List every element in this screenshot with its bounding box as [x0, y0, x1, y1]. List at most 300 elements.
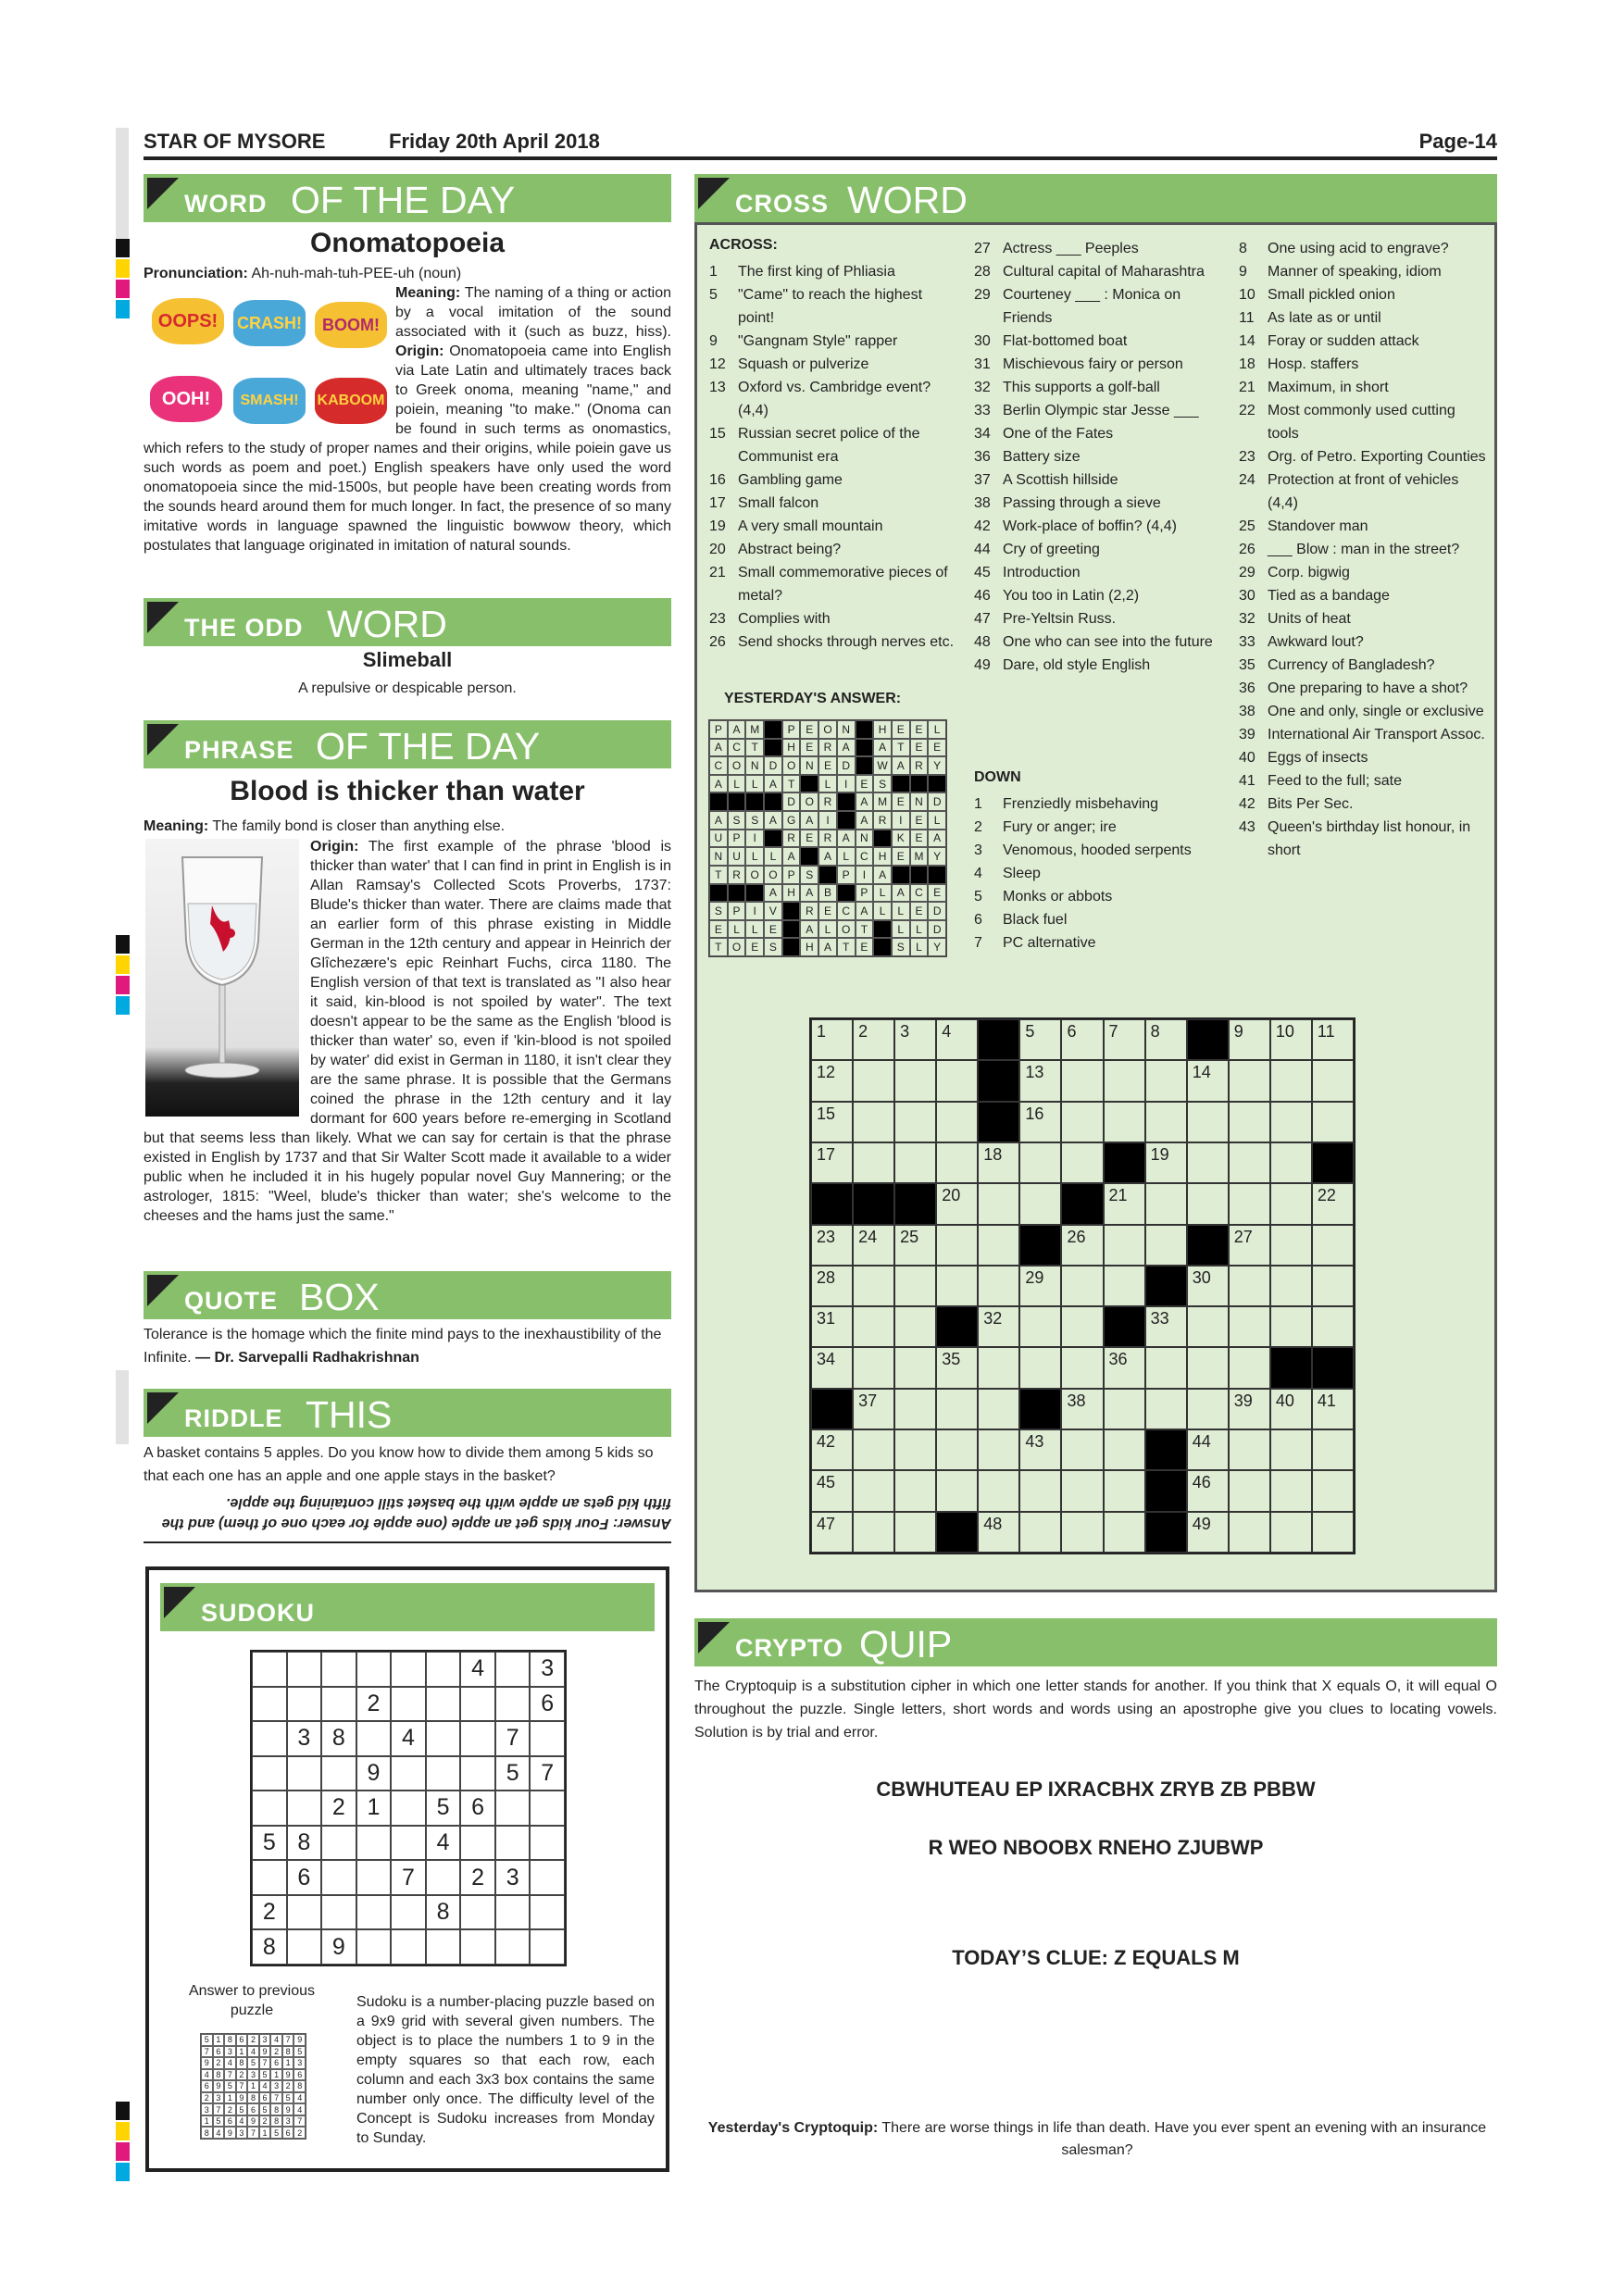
sudoku-empty-cell[interactable] — [252, 1860, 287, 1895]
cell-number: 7 — [1108, 1022, 1118, 1041]
crossword-cell[interactable] — [1104, 1019, 1145, 1060]
answer-cell: I — [837, 775, 856, 793]
crossword-cell[interactable] — [978, 1389, 1019, 1429]
answer-digit: 1 — [282, 2057, 294, 2069]
crossword-cell[interactable] — [1312, 1102, 1354, 1142]
crossword-cell[interactable] — [1145, 1060, 1187, 1101]
crossword-cell[interactable] — [978, 1225, 1019, 1266]
sudoku-empty-cell[interactable] — [530, 1860, 565, 1895]
sudoku-empty-cell[interactable] — [391, 1929, 426, 1965]
sudoku-empty-cell[interactable] — [460, 1756, 495, 1791]
crossword-cell[interactable] — [936, 1019, 978, 1060]
crossword-cell[interactable] — [1270, 1060, 1312, 1101]
crossword-cell[interactable] — [1104, 1183, 1145, 1224]
crossword-cell[interactable] — [811, 1060, 853, 1101]
crossword-cell[interactable] — [894, 1225, 936, 1266]
crossword-cell[interactable] — [1270, 1142, 1312, 1183]
crossword-cell[interactable] — [1187, 1142, 1229, 1183]
sudoku-empty-cell[interactable] — [460, 1826, 495, 1861]
answer-cell: T — [709, 938, 728, 956]
crossword-cell[interactable] — [894, 1266, 936, 1306]
crossword-cell[interactable] — [978, 1429, 1019, 1470]
clue-number: 36 — [1239, 680, 1255, 696]
down-clues-col2 — [1239, 237, 1489, 862]
answer-digit: 5 — [270, 2127, 282, 2139]
cell-number: 43 — [1025, 1432, 1044, 1452]
clue-text: Pre-Yeltsin Russ. — [1003, 611, 1117, 627]
sudoku-empty-cell[interactable] — [356, 1895, 392, 1930]
crossword-cell[interactable] — [894, 1019, 936, 1060]
crossword-cell[interactable] — [1312, 1183, 1354, 1224]
sudoku-empty-cell[interactable] — [356, 1721, 392, 1756]
sudoku-empty-cell[interactable] — [287, 1756, 322, 1791]
crossword-cell[interactable] — [1104, 1512, 1145, 1553]
crossword-cell[interactable] — [1187, 1429, 1229, 1470]
crossword-cell[interactable] — [853, 1225, 894, 1266]
riddle-answer-upside-down: Answer: Four kids get an apple (one apple for each one of them) and the fifth kid gets an apple with the basket still containing the apple. — [161, 1495, 671, 1531]
answer-cell: E — [856, 775, 874, 793]
clue-item — [1239, 769, 1489, 792]
answer-cell: E — [856, 938, 874, 956]
crossword-cell[interactable] — [1270, 1019, 1312, 1060]
sudoku-empty-cell[interactable] — [530, 1895, 565, 1930]
crossword-cell[interactable] — [1145, 1019, 1187, 1060]
crossword-cell[interactable] — [853, 1429, 894, 1470]
sudoku-empty-cell[interactable] — [252, 1687, 287, 1722]
crossword-cell[interactable] — [811, 1470, 853, 1511]
clue-text: A Scottish hillside — [1003, 472, 1118, 488]
odd-word-definition: A repulsive or despicable person. — [298, 680, 517, 696]
sudoku-empty-cell[interactable] — [391, 1895, 426, 1930]
crossword-cell[interactable] — [894, 1429, 936, 1470]
sudoku-empty-cell[interactable] — [321, 1826, 356, 1861]
crossword-cell[interactable] — [811, 1306, 853, 1347]
answer-cell: N — [837, 720, 856, 739]
crossword-cell[interactable] — [853, 1019, 894, 1060]
answer-digit: 1 — [247, 2080, 259, 2092]
answer-digit: 9 — [294, 2034, 306, 2046]
crossword-cell[interactable] — [936, 1225, 978, 1266]
crossword-cell[interactable] — [894, 1142, 936, 1183]
answer-cell: E — [910, 902, 929, 920]
crossword-grid[interactable] — [809, 1017, 1355, 1554]
crossword-cell[interactable] — [1229, 1306, 1270, 1347]
clue-item — [1239, 607, 1489, 630]
crossword-cell[interactable] — [1229, 1142, 1270, 1183]
crossword-cell[interactable] — [1270, 1102, 1312, 1142]
yesterday-cryptoquip-label: Yesterday's Cryptoquip: — [707, 2120, 879, 2136]
crossword-cell[interactable] — [1019, 1512, 1061, 1553]
clue-text: International Air Transport Assoc. — [1268, 727, 1485, 742]
answer-cell: T — [709, 866, 728, 884]
clue-item — [974, 816, 1224, 839]
answer-black-cell — [873, 830, 892, 848]
sudoku-empty-cell[interactable] — [495, 1652, 531, 1687]
crossword-cell[interactable] — [1061, 1225, 1103, 1266]
answer-cell: E — [764, 920, 782, 939]
crossword-cell[interactable] — [1187, 1102, 1229, 1142]
crossword-cell[interactable] — [1312, 1225, 1354, 1266]
cell-number: 19 — [1150, 1144, 1169, 1164]
crossword-cell[interactable] — [1061, 1142, 1103, 1183]
sudoku-empty-cell[interactable] — [495, 1791, 531, 1826]
sudoku-empty-cell[interactable] — [460, 1895, 495, 1930]
crossword-cell[interactable] — [1187, 1470, 1229, 1511]
crossword-cell[interactable] — [853, 1347, 894, 1388]
cell-number: 18 — [983, 1144, 1003, 1164]
crossword-cell[interactable] — [936, 1389, 978, 1429]
answer-cell: M — [910, 847, 929, 866]
crossword-cell[interactable] — [936, 1102, 978, 1142]
answer-cell: E — [818, 756, 837, 775]
clue-text: Cultural capital of Maharashtra — [1003, 264, 1205, 280]
crossword-cell[interactable] — [1104, 1102, 1145, 1142]
sudoku-empty-cell[interactable] — [460, 1721, 495, 1756]
crossword-cell[interactable] — [1229, 1266, 1270, 1306]
crossword-cell[interactable] — [1145, 1225, 1187, 1266]
section-label: THE ODD — [184, 614, 304, 642]
crossword-cell[interactable] — [1019, 1429, 1061, 1470]
crossword-cell[interactable] — [1270, 1429, 1312, 1470]
crossword-cell[interactable] — [1187, 1389, 1229, 1429]
crossword-cell[interactable] — [1061, 1019, 1103, 1060]
crossword-black-cell — [1145, 1470, 1187, 1511]
crossword-cell[interactable] — [1145, 1347, 1187, 1388]
sudoku-empty-cell[interactable] — [495, 1687, 531, 1722]
sudoku-empty-cell[interactable] — [356, 1826, 392, 1861]
clue-text: The first king of Phliasia — [738, 264, 895, 280]
crossword-cell[interactable] — [1145, 1142, 1187, 1183]
crossword-cell[interactable] — [853, 1306, 894, 1347]
crossword-cell[interactable] — [1229, 1429, 1270, 1470]
crossword-cell[interactable] — [978, 1183, 1019, 1224]
crossword-cell[interactable] — [853, 1512, 894, 1553]
sudoku-empty-cell[interactable] — [426, 1756, 461, 1791]
cell-number: 22 — [1317, 1186, 1336, 1205]
crossword-cell[interactable] — [894, 1306, 936, 1347]
answer-cell: S — [745, 811, 764, 830]
clue-item — [709, 353, 959, 376]
sudoku-empty-cell[interactable] — [530, 1791, 565, 1826]
crossword-cell[interactable] — [1312, 1019, 1354, 1060]
crossword-cell[interactable] — [1312, 1306, 1354, 1347]
clue-number: 10 — [1239, 287, 1255, 303]
crossword-cell[interactable] — [1104, 1429, 1145, 1470]
sudoku-grid[interactable] — [250, 1650, 567, 1966]
sudoku-empty-cell[interactable] — [252, 1721, 287, 1756]
crossword-cell[interactable] — [936, 1266, 978, 1306]
sudoku-empty-cell[interactable] — [321, 1756, 356, 1791]
word-of-day-body — [144, 283, 671, 555]
crossword-cell[interactable] — [978, 1142, 1019, 1183]
crossword-cell[interactable] — [936, 1347, 978, 1388]
answer-cell: I — [745, 902, 764, 920]
crossword-cell[interactable] — [1229, 1019, 1270, 1060]
answer-cell: E — [910, 720, 929, 739]
sudoku-empty-cell[interactable] — [287, 1929, 322, 1965]
crossword-cell[interactable] — [1312, 1429, 1354, 1470]
crossword-cell[interactable] — [1187, 1266, 1229, 1306]
crossword-cell[interactable] — [1019, 1019, 1061, 1060]
crossword-cell[interactable] — [853, 1266, 894, 1306]
sudoku-empty-cell[interactable] — [356, 1652, 392, 1687]
answer-cell: L — [818, 775, 837, 793]
crossword-cell[interactable] — [936, 1470, 978, 1511]
crossword-cell[interactable] — [811, 1019, 853, 1060]
clue-text: Feed to the full; sate — [1268, 773, 1402, 789]
crossword-cell[interactable] — [1019, 1347, 1061, 1388]
sudoku-empty-cell[interactable] — [321, 1687, 356, 1722]
sudoku-empty-cell[interactable] — [391, 1687, 426, 1722]
origin-text: The first example of the phrase 'blood is thicker than water' that I can find in print in English is in Allan Ramsay's Collected Scots Proverbs, 1737: Blude's thicker than water. There are claims made that an earlier form of this phrase existing in Middle German in the 12th century and appear in Heinrich der Glîchezære's epic Reinhart Fuchs, circa 1180. The English version of that text is translated as "I also hear it said, kin-blood is not spoiled by water". The text doesn't appear to be the same as the English 'blood is thicker than water' so, even if 'kin-blood is not spoiled by water' did exist in German in 1180, it isn't clear they are the same phrase. It is possible that the Germans coined the phrase in the 12th century and it lay dormant for 600 years before re-emerging in Scotland but that seems less than likely. What we can say for certain is that the phrase existed in English by 1737 and that Sir Walter Scott made it available to a wider public when he included it in his hugely popular novel Guy Mannering; or the astrologer, 1815: "Weel, blude's thicker than water; she's welcome to the cheeses and the hams just the same." — [144, 839, 672, 1224]
crossword-cell[interactable] — [1019, 1183, 1061, 1224]
crossword-cell[interactable] — [1270, 1389, 1312, 1429]
answer-cell: L — [892, 920, 910, 939]
crossword-cell[interactable] — [1061, 1389, 1103, 1429]
sudoku-empty-cell[interactable] — [391, 1791, 426, 1826]
answer-digit: 4 — [213, 2127, 225, 2139]
crossword-cell[interactable] — [1229, 1470, 1270, 1511]
crossword-cell[interactable] — [811, 1347, 853, 1388]
crossword-cell[interactable] — [853, 1470, 894, 1511]
clue-item — [974, 607, 1224, 630]
sudoku-empty-cell[interactable] — [321, 1860, 356, 1895]
crossword-cell[interactable] — [811, 1429, 853, 1470]
crossword-cell[interactable] — [1229, 1183, 1270, 1224]
crossword-cell[interactable] — [1145, 1306, 1187, 1347]
sudoku-empty-cell[interactable] — [426, 1687, 461, 1722]
crossword-cell[interactable] — [811, 1142, 853, 1183]
odd-word-header — [144, 598, 671, 646]
crossword-cell[interactable] — [1229, 1060, 1270, 1101]
answer-digit: 5 — [201, 2034, 213, 2046]
crossword-cell[interactable] — [1270, 1470, 1312, 1511]
yesterday-cryptoquip — [704, 2117, 1491, 2162]
crossword-cell[interactable] — [1312, 1060, 1354, 1101]
sudoku-empty-cell[interactable] — [321, 1895, 356, 1930]
crossword-cell[interactable] — [1229, 1512, 1270, 1553]
clue-item — [709, 283, 959, 330]
crossword-cell[interactable] — [1061, 1512, 1103, 1553]
sudoku-empty-cell[interactable] — [426, 1721, 461, 1756]
clue-item — [974, 862, 1224, 885]
clue-number: 26 — [1239, 542, 1255, 557]
crossword-cell[interactable] — [1270, 1266, 1312, 1306]
crossword-cell[interactable] — [894, 1512, 936, 1553]
answer-digit: 8 — [201, 2127, 213, 2139]
crossword-cell[interactable] — [1061, 1347, 1103, 1388]
answer-digit: 8 — [224, 2034, 236, 2046]
crossword-cell[interactable] — [1019, 1102, 1061, 1142]
crossword-cell[interactable] — [894, 1389, 936, 1429]
crossword-cell[interactable] — [1312, 1266, 1354, 1306]
crossword-cell[interactable] — [1187, 1183, 1229, 1224]
sudoku-empty-cell[interactable] — [391, 1826, 426, 1861]
sudoku-given-cell: 2 — [356, 1687, 392, 1722]
crossword-cell[interactable] — [936, 1183, 978, 1224]
cell-number: 33 — [1150, 1309, 1169, 1329]
crossword-cell[interactable] — [1104, 1470, 1145, 1511]
answer-cell: N — [709, 847, 728, 866]
crossword-black-cell — [1061, 1183, 1103, 1224]
sudoku-empty-cell[interactable] — [530, 1929, 565, 1965]
crossword-cell[interactable] — [1270, 1512, 1312, 1553]
sudoku-empty-cell[interactable] — [321, 1652, 356, 1687]
crossword-cell[interactable] — [1061, 1470, 1103, 1511]
clue-text: Org. of Petro. Exporting Counties — [1268, 449, 1486, 465]
crossword-cell[interactable] — [936, 1429, 978, 1470]
section-label: CRYPTO — [735, 1634, 844, 1662]
crossword-cell[interactable] — [853, 1142, 894, 1183]
crossword-cell[interactable] — [811, 1225, 853, 1266]
crossword-cell[interactable] — [894, 1470, 936, 1511]
crossword-cell[interactable] — [853, 1060, 894, 1101]
clue-number: 15 — [709, 426, 726, 442]
crossword-cell[interactable] — [1104, 1060, 1145, 1101]
crossword-cell[interactable] — [1145, 1102, 1187, 1142]
crossword-cell[interactable] — [1187, 1512, 1229, 1553]
answer-digit: 2 — [224, 2103, 236, 2115]
clue-number: 48 — [974, 634, 991, 650]
sudoku-empty-cell[interactable] — [530, 1721, 565, 1756]
clue-item — [709, 561, 959, 607]
crossword-cell[interactable] — [1145, 1389, 1187, 1429]
crossword-cell[interactable] — [1229, 1389, 1270, 1429]
crossword-cell[interactable] — [1104, 1347, 1145, 1388]
sudoku-empty-cell[interactable] — [495, 1895, 531, 1930]
crossword-cell[interactable] — [1061, 1060, 1103, 1101]
sudoku-empty-cell[interactable] — [287, 1652, 322, 1687]
crossword-cell[interactable] — [978, 1306, 1019, 1347]
crossword-cell[interactable] — [894, 1060, 936, 1101]
crossword-cell[interactable] — [1187, 1347, 1229, 1388]
crossword-cell[interactable] — [1104, 1389, 1145, 1429]
sudoku-empty-cell[interactable] — [356, 1929, 392, 1965]
left-gutter-bar — [116, 128, 129, 239]
sudoku-empty-cell[interactable] — [287, 1791, 322, 1826]
sudoku-empty-cell[interactable] — [252, 1652, 287, 1687]
answer-cell: E — [892, 792, 910, 811]
answer-cell: S — [892, 938, 910, 956]
crossword-cell[interactable] — [1019, 1266, 1061, 1306]
answer-digit: 2 — [282, 2080, 294, 2092]
sudoku-given-cell: 8 — [321, 1721, 356, 1756]
sudoku-given-cell: 4 — [426, 1826, 461, 1861]
crossword-cell[interactable] — [1061, 1429, 1103, 1470]
sudoku-empty-cell[interactable] — [252, 1756, 287, 1791]
clue-item — [1239, 353, 1489, 376]
crossword-cell[interactable] — [1312, 1512, 1354, 1553]
corner-triangle-icon — [698, 1622, 730, 1653]
crossword-cell[interactable] — [1019, 1306, 1061, 1347]
previous-sudoku-answer — [200, 2033, 306, 2140]
sudoku-empty-cell[interactable] — [495, 1826, 531, 1861]
crossword-cell[interactable] — [1061, 1266, 1103, 1306]
sudoku-empty-cell[interactable] — [495, 1929, 531, 1965]
clue-number: 13 — [709, 380, 726, 395]
answer-cell: L — [892, 902, 910, 920]
crossword-cell[interactable] — [1229, 1347, 1270, 1388]
sudoku-empty-cell[interactable] — [530, 1826, 565, 1861]
clue-item — [974, 260, 1224, 283]
answer-cell: L — [910, 938, 929, 956]
crossword-cell[interactable] — [936, 1060, 978, 1101]
sudoku-empty-cell[interactable] — [252, 1791, 287, 1826]
cryptoquip-header — [694, 1618, 1497, 1666]
crossword-cell[interactable] — [1104, 1266, 1145, 1306]
crossword-cell[interactable] — [978, 1512, 1019, 1553]
sudoku-empty-cell[interactable] — [460, 1929, 495, 1965]
crossword-cell[interactable] — [1019, 1470, 1061, 1511]
crossword-cell[interactable] — [1312, 1470, 1354, 1511]
crossword-cell[interactable] — [894, 1102, 936, 1142]
crossword-cell[interactable] — [853, 1102, 894, 1142]
sudoku-empty-cell[interactable] — [356, 1860, 392, 1895]
clue-number: 38 — [974, 495, 991, 511]
crossword-cell[interactable] — [1270, 1306, 1312, 1347]
sudoku-empty-cell[interactable] — [426, 1929, 461, 1965]
clue-item — [1239, 468, 1489, 515]
crossword-cell[interactable] — [936, 1142, 978, 1183]
answer-digit: 3 — [236, 2127, 248, 2139]
crossword-cell[interactable] — [853, 1389, 894, 1429]
crossword-cell[interactable] — [1019, 1060, 1061, 1101]
clue-number: 3 — [974, 842, 982, 858]
clue-item — [974, 237, 1224, 260]
crossword-cell[interactable] — [811, 1102, 853, 1142]
crossword-cell[interactable] — [1270, 1225, 1312, 1266]
clue-text: Mischievous fairy or person — [1003, 356, 1183, 372]
crossword-black-cell — [1270, 1347, 1312, 1388]
clue-item — [974, 353, 1224, 376]
sudoku-empty-cell[interactable] — [287, 1895, 322, 1930]
corner-triangle-icon — [698, 178, 730, 209]
answer-cell: T — [782, 775, 801, 793]
crossword-cell[interactable] — [894, 1347, 936, 1388]
crossword-cell[interactable] — [978, 1347, 1019, 1388]
crossword-cell[interactable] — [1187, 1060, 1229, 1101]
cell-number: 3 — [900, 1022, 910, 1041]
crossword-cell[interactable] — [811, 1512, 853, 1553]
crossword-cell[interactable] — [978, 1266, 1019, 1306]
answer-cell: P — [709, 720, 728, 739]
answer-cell: L — [837, 847, 856, 866]
crossword-cell[interactable] — [1145, 1183, 1187, 1224]
crossword-cell[interactable] — [1229, 1225, 1270, 1266]
crossword-cell[interactable] — [1229, 1102, 1270, 1142]
crossword-cell[interactable] — [1019, 1142, 1061, 1183]
sudoku-empty-cell[interactable] — [391, 1652, 426, 1687]
answer-cell: L — [728, 775, 746, 793]
sudoku-empty-cell[interactable] — [391, 1756, 426, 1791]
crossword-cell[interactable] — [1104, 1225, 1145, 1266]
sudoku-empty-cell[interactable] — [426, 1860, 461, 1895]
crossword-cell[interactable] — [1061, 1306, 1103, 1347]
crossword-cell[interactable] — [1312, 1389, 1354, 1429]
crossword-cell[interactable] — [811, 1266, 853, 1306]
sudoku-empty-cell[interactable] — [426, 1652, 461, 1687]
sudoku-empty-cell[interactable] — [287, 1687, 322, 1722]
clue-text: Send shocks through nerves etc. — [738, 634, 955, 650]
sudoku-empty-cell[interactable] — [460, 1687, 495, 1722]
crossword-cell[interactable] — [978, 1470, 1019, 1511]
crossword-cell[interactable] — [1270, 1183, 1312, 1224]
clue-number: 35 — [1239, 657, 1255, 673]
phrase-title: Blood is thicker than water — [230, 776, 585, 806]
crossword-cell[interactable] — [1061, 1102, 1103, 1142]
cell-number: 47 — [817, 1514, 836, 1533]
crossword-cell[interactable] — [1187, 1306, 1229, 1347]
